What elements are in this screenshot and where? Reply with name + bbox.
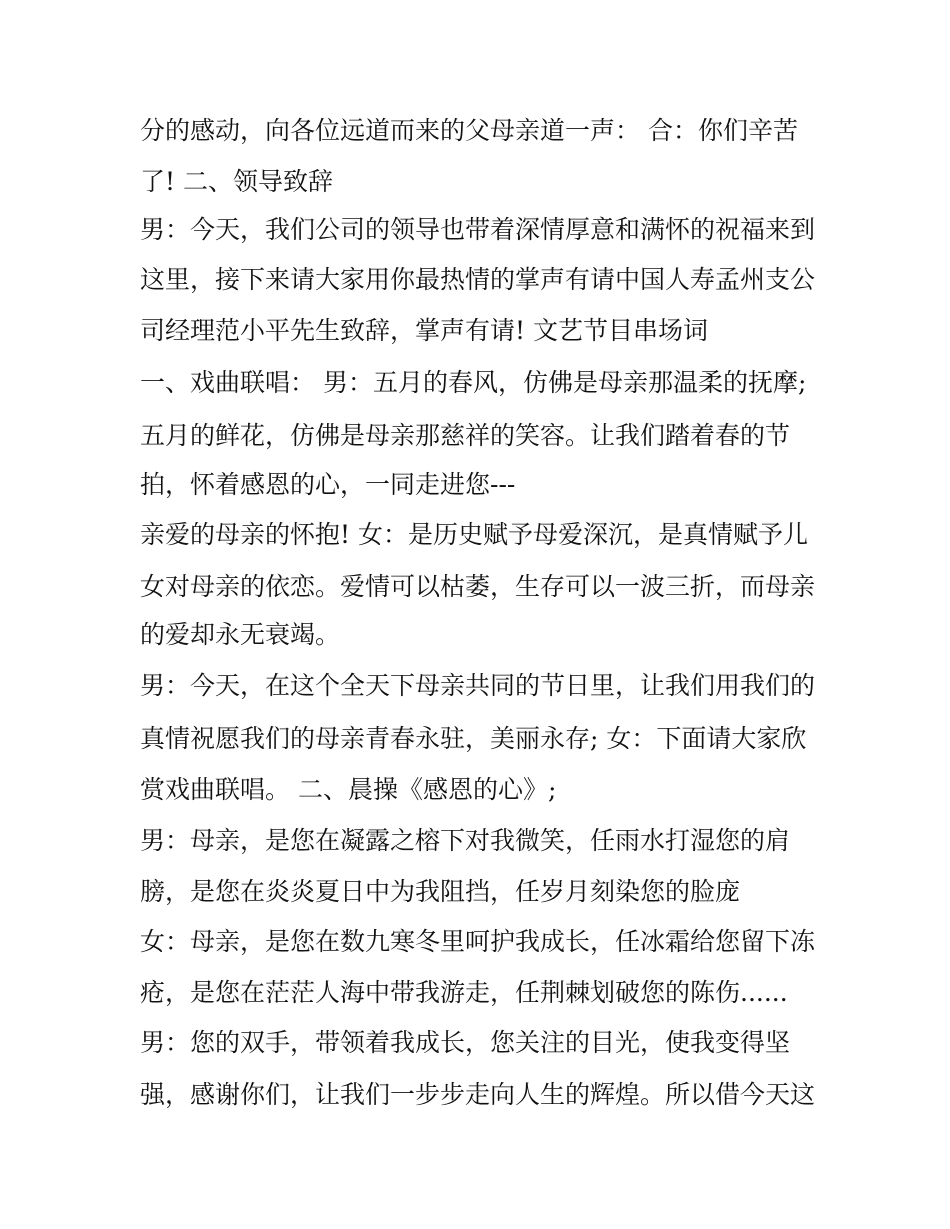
text-line: 这里，接下来请大家用你最热情的掌声有请中国人寿孟州支公 bbox=[140, 265, 816, 294]
text-line: 的爱却永无衰竭。 bbox=[140, 620, 341, 649]
text-line: 一、戏曲联唱： 男：五月的春风，仿佛是母亲那温柔的抚摩; bbox=[140, 368, 807, 397]
text-line: 强，感谢你们，让我们一步步走向人生的辉煌。所以借今天这 bbox=[140, 1080, 816, 1109]
text-line: 亲爱的母亲的怀抱! 女：是历史赋予母爱深沉，是真情赋予儿 bbox=[140, 520, 808, 549]
text-line: 分的感动，向各位远道而来的父母亲道一声： 合：你们辛苦 bbox=[140, 116, 798, 145]
text-line: 五月的鲜花，仿佛是母亲那慈祥的笑容。让我们踏着春的节 bbox=[140, 421, 791, 450]
text-line: 拍，怀着感恩的心，一同走进您--- bbox=[140, 470, 516, 499]
text-line: 真情祝愿我们的母亲青春永驻，美丽永存; 女：下面请大家欣 bbox=[140, 724, 807, 753]
text-line: 男：您的双手，带领着我成长，您关注的目光，使我变得坚 bbox=[140, 1028, 791, 1057]
text-line: 男：今天，我们公司的领导也带着深情厚意和满怀的祝福来到 bbox=[140, 215, 816, 244]
text-line: 膀，是您在炎炎夏日中为我阻挡，任岁月刻染您的脸庞 bbox=[140, 877, 741, 906]
text-line: 女：母亲，是您在数九寒冬里呵护我成长，任冰霜给您留下冻 bbox=[140, 927, 816, 956]
text-line: 了! 二、领导致辞 bbox=[140, 167, 333, 196]
text-line: 赏戏曲联唱。 二、晨操《感恩的心》; bbox=[140, 775, 557, 804]
text-line: 司经理范小平先生致辞，掌声有请! 文艺节目串场词 bbox=[140, 316, 708, 345]
text-line: 女对母亲的依恋。爱情可以枯萎，生存可以一波三折，而母亲 bbox=[140, 572, 816, 601]
text-line: 男：今天，在这个全天下母亲共同的节日里，让我们用我们的 bbox=[140, 671, 816, 700]
text-line: 疮，是您在茫茫人海中带我游走，任荆棘划破您的陈伤...... bbox=[140, 978, 788, 1007]
text-line: 男：母亲，是您在凝露之榕下对我微笑，任雨水打湿您的肩 bbox=[140, 826, 791, 855]
